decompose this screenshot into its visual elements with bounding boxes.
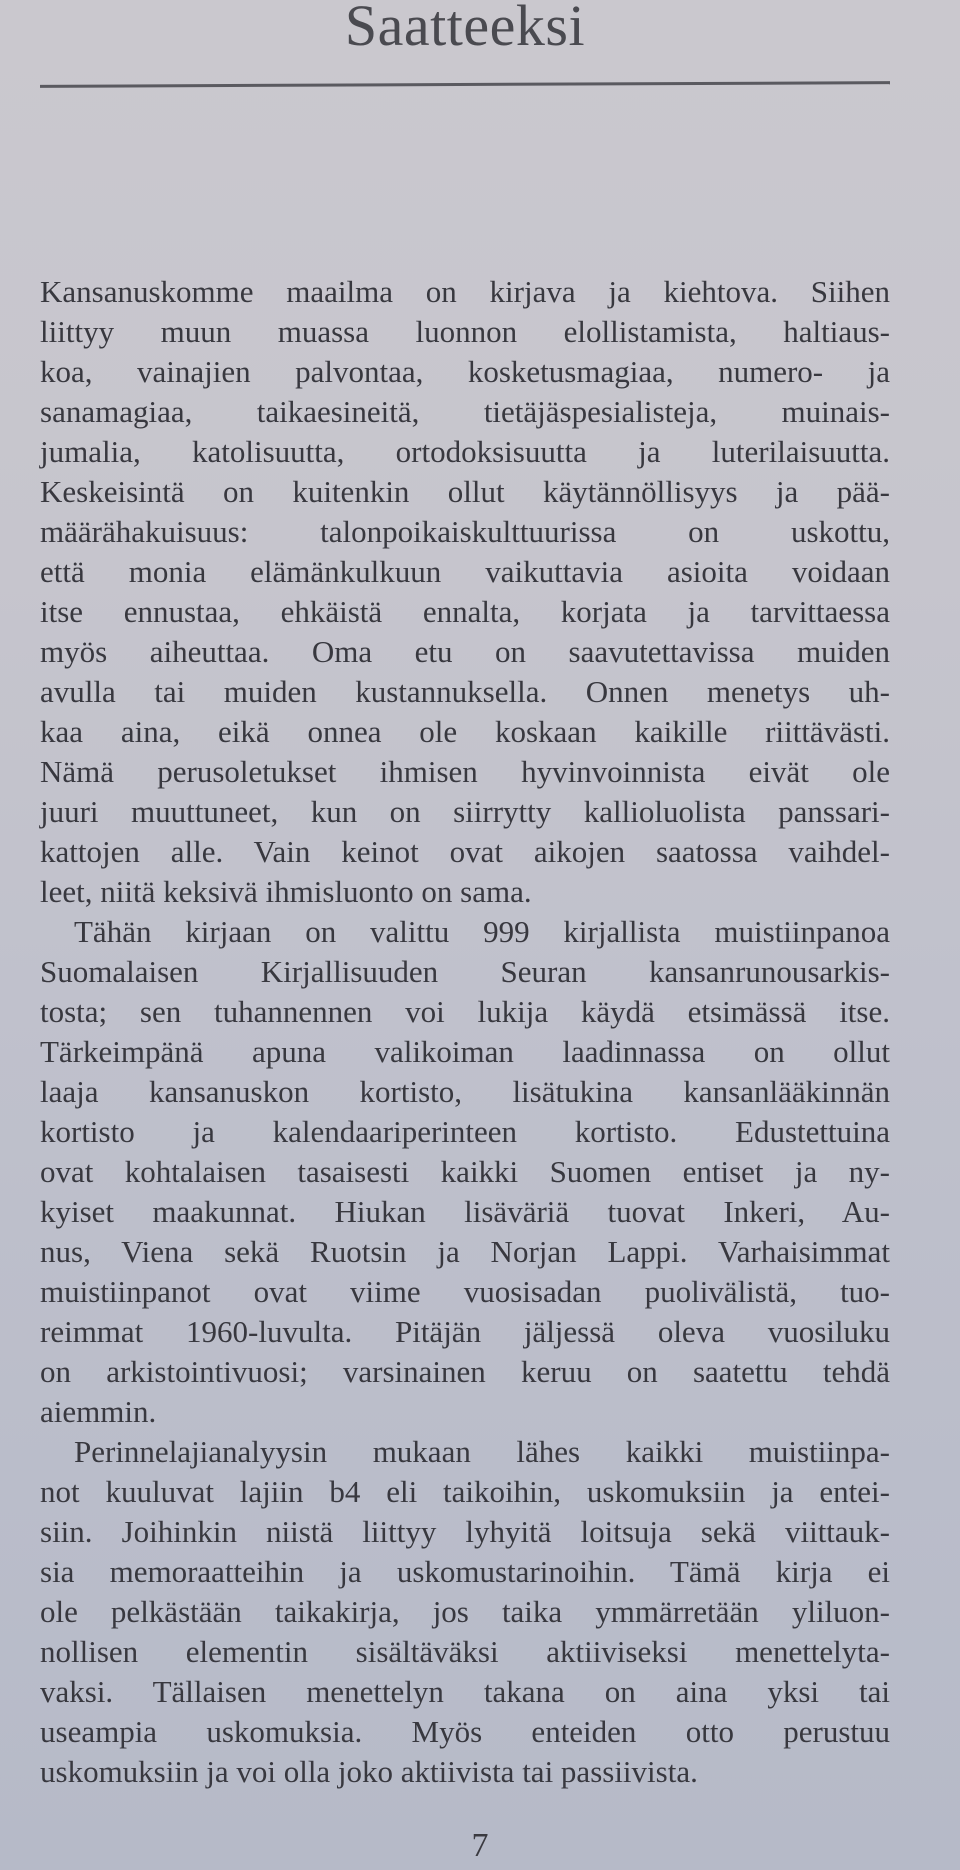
text-line: sia memoraatteihin ja uskomustarinoihin. Tämä kirja ei: [40, 1554, 890, 1589]
text-line: aiemmin.: [40, 1394, 157, 1429]
text-line: ole pelkästään taikakirja, jos taika ymmärretään yliluon-: [40, 1594, 890, 1629]
text-line: avulla tai muiden kustannuksella. Onnen menetys uh-: [40, 674, 890, 709]
text-line: kattojen alle. Vain keinot ovat aikojen saatossa vaihdel-: [40, 834, 890, 869]
page-number: 7: [471, 1827, 489, 1864]
text-line: Kansanuskomme maailma on kirjava ja kiehtova. Siihen: [40, 274, 890, 309]
text-line: sanamagiaa, taikaesineitä, tietäjäspesialisteja, muinais-: [40, 394, 890, 429]
text-line: Suomalaisen Kirjallisuuden Seuran kansanrunousarkis-: [40, 954, 890, 989]
paragraph: [40, 272, 890, 912]
text-line: not kuuluvat lajiin b4 eli taikoihin, uskomuksiin ja entei-: [40, 1474, 890, 1509]
text-line: ovat kohtalaisen tasaisesti kaikki Suomen entiset ja ny-: [40, 1154, 890, 1189]
text-line: määrähakuisuus: talonpoikaiskulttuurissa on uskottu,: [40, 514, 890, 549]
text-line: Tähän kirjaan on valittu 999 kirjallista muistiinpanoa: [74, 914, 890, 949]
text-line: reimmat 1960-luvulta. Pitäjän jäljessä oleva vuosiluku: [40, 1314, 890, 1349]
text-line: että monia elämänkulkuun vaikuttavia asioita voidaan: [40, 554, 890, 589]
text-line: nollisen elementin sisältäväksi aktiiviseksi menettelyta-: [40, 1634, 890, 1669]
text-line: vaksi. Tällaisen menettelyn takana on aina yksi tai: [40, 1674, 890, 1709]
text-line: leet, niitä keksivä ihmisluonto on sama.: [40, 874, 532, 909]
paragraph: [40, 912, 890, 1432]
text-line: itse ennustaa, ehkäistä ennalta, korjata ja tarvittaessa: [40, 594, 890, 629]
text-line: Perinnelajianalyysin mukaan lähes kaikki muistiinpa-: [74, 1434, 890, 1469]
text-line: useampia uskomuksia. Myös enteiden otto perustuu: [40, 1714, 890, 1749]
text-line: on arkistointivuosi; varsinainen keruu on saatettu tehdä: [40, 1354, 890, 1389]
text-line: myös aiheuttaa. Oma etu on saavutettavissa muiden: [40, 634, 890, 669]
text-line: kaa aina, eikä onnea ole koskaan kaikille riittävästi.: [40, 714, 890, 749]
text-line: laaja kansanuskon kortisto, lisätukina kansanlääkinnän: [40, 1074, 890, 1109]
text-line: Tärkeimpänä apuna valikoiman laadinnassa on ollut: [40, 1034, 890, 1069]
text-line: kyiset maakunnat. Hiukan lisäväriä tuovat Inkeri, Au-: [40, 1194, 890, 1229]
text-line: Keskeisintä on kuitenkin ollut käytännöllisyys ja pää-: [40, 474, 890, 509]
text-line: liittyy muun muassa luonnon elollistamista, haltiaus-: [40, 314, 890, 349]
paragraph: [40, 1432, 890, 1792]
page-title: Saatteeksi: [344, 0, 586, 58]
text-line: siin. Joihinkin niistä liittyy lyhyitä loitsuja sekä viittauk-: [40, 1514, 890, 1549]
text-line: Nämä perusoletukset ihmisen hyvinvoinnista eivät ole: [40, 754, 890, 789]
text-line: uskomuksiin ja voi olla joko aktiivista tai passiivista.: [40, 1754, 698, 1789]
body-text: [40, 272, 890, 1792]
text-line: nus, Viena sekä Ruotsin ja Norjan Lappi. Varhaisimmat: [40, 1234, 890, 1269]
text-line: kortisto ja kalendaariperinteen kortisto. Edustettuina: [40, 1114, 890, 1149]
text-line: muistiinpanot ovat viime vuosisadan puolivälistä, tuo-: [40, 1274, 890, 1309]
text-line: jumalia, katolisuutta, ortodoksisuutta ja luterilaisuutta.: [40, 434, 890, 469]
text-line: koa, vainajien palvontaa, kosketusmagiaa, numero- ja: [40, 354, 890, 389]
title-divider: [40, 81, 890, 88]
text-line: tosta; sen tuhannennen voi lukija käydä etsimässä itse.: [40, 994, 890, 1029]
text-line: juuri muuttuneet, kun on siirrytty kallioluolista panssari-: [40, 794, 890, 829]
